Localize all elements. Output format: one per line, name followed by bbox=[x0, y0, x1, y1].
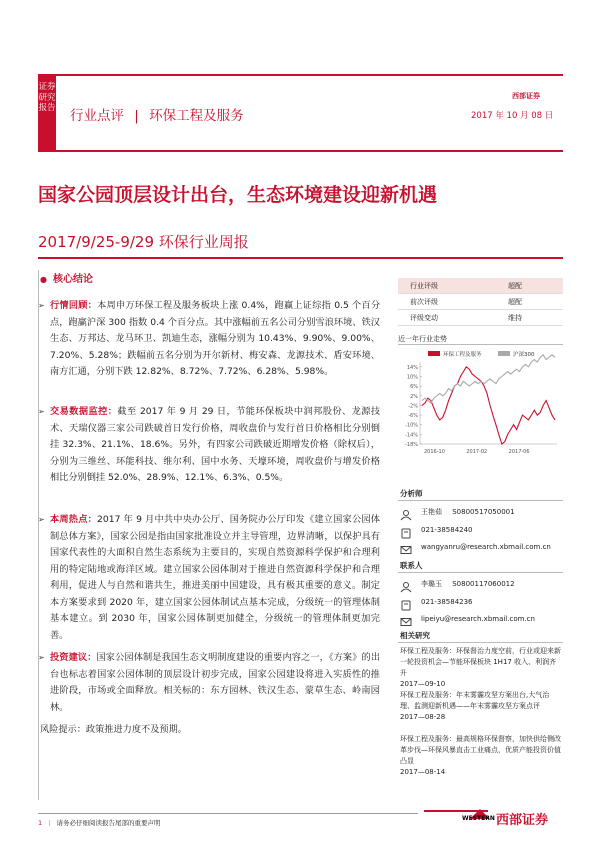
y-tick-label: 6% bbox=[410, 384, 418, 391]
footer-disclaimer: 请务必仔细阅读报告尾部的重要声明 bbox=[56, 819, 161, 827]
contact-heading-rule bbox=[398, 572, 563, 573]
bullet-tag: 行情回顾： bbox=[50, 300, 98, 311]
report-category bbox=[70, 104, 244, 124]
related-item[interactable] bbox=[400, 690, 563, 723]
analyst-email[interactable]: wangyanru@research.xbmail.com.cn bbox=[421, 543, 551, 551]
rating-label: 评级变动 bbox=[410, 314, 438, 322]
chart-section-title: 近一年行业走势 bbox=[398, 335, 447, 343]
related-item-text: 环保工程及服务：环保督治力度空前，行业或迎来新一轮投资机会—节能环保板块 1H17 收入、利润齐升 bbox=[400, 647, 561, 677]
y-tick-label: 10% bbox=[406, 374, 418, 381]
analyst-phone: 021-38584240 bbox=[421, 526, 473, 534]
bullet-tag: 交易数据监控： bbox=[50, 406, 118, 417]
report-date: 2017 年 10 月 08 日 bbox=[471, 111, 554, 121]
report-type-vertical-label: 证券研究报告 bbox=[38, 74, 56, 152]
contact-name: 李璐玉 bbox=[421, 580, 442, 588]
category-separator: | bbox=[134, 108, 139, 124]
legend-label-index: 沪深300 bbox=[513, 352, 535, 358]
bullet-text: 国家公园体制是我国生态文明制度建设的重要内容之一，《方案》的出台也标志着国家公园体制的顶层设计初步完成，国家公园建设将进入实质性的推进阶段，市场或全面释放。相关标的：东方园林、铁汉生态、蒙草生态、岭南园林。 bbox=[50, 652, 381, 713]
company-logo-cn: 西部证券 bbox=[496, 813, 549, 828]
bullet-trading-data bbox=[38, 404, 381, 487]
rating-label: 前次评级 bbox=[410, 298, 438, 306]
left-column-rule bbox=[38, 270, 39, 800]
industry-label: 环保工程及服务 bbox=[149, 108, 244, 124]
series-line-industry bbox=[422, 367, 555, 444]
related-item[interactable] bbox=[400, 646, 563, 690]
related-item-text: 环保工程及服务：年末雾霾攻坚方案出台,大气治理、监测迎新机遇——年末雾霾攻坚方案点评 bbox=[400, 691, 550, 710]
page-number: 1 bbox=[38, 819, 43, 827]
related-item-date: 2017—08-14 bbox=[400, 768, 446, 776]
analyst-heading-rule bbox=[398, 500, 563, 501]
brand-name-small: 西部证券 bbox=[512, 92, 540, 100]
contact-phone: 021-38584236 bbox=[421, 598, 473, 606]
rating-value: 超配 bbox=[508, 298, 522, 306]
series-line-index bbox=[422, 355, 555, 403]
arrow-bullet-icon: ➢ bbox=[38, 515, 45, 524]
analyst-name: 王艳茹 bbox=[421, 508, 442, 516]
rating-label: 行业评级 bbox=[410, 282, 438, 290]
legend-swatch-index bbox=[498, 351, 510, 356]
contact-line bbox=[421, 579, 515, 590]
bullet-text: 2017 年 9 月中共中央办公厅、国务院办公厅印发《建立国家公园体制总体方案》，国家公园是指由国家批准设立并主导管理，边界清晰，以保护具有国家代表性的大面积自然生态系统为主要目的，实现自然资源科学保护和合理利用的特定陆地或海洋区域。建立国家公园体制对于推进自然资源科学保护和合理利用，促进人与自然和谐共生，推进美丽中国建设，具有极其重要的意义。制定本方案要求到 2020 年，建立国家公园体制试点基本完成，分级统一的管理体制基本建立。到 2030 年，国家公园体制更加健全，分级统一的管理体制更加完善。 bbox=[50, 514, 380, 641]
y-tick-label: -2% bbox=[408, 403, 418, 410]
key-conclusion-heading bbox=[40, 270, 93, 285]
footer-separator: | bbox=[48, 819, 51, 827]
contact-email[interactable]: lipeiyu@research.xbmail.com.cn bbox=[421, 615, 535, 623]
report-subtitle: 2017/9/25-9/29 环保行业周报 bbox=[38, 233, 249, 251]
footer-text bbox=[38, 818, 161, 827]
rating-row bbox=[398, 310, 563, 326]
x-tick-label: 2017-02 bbox=[466, 449, 488, 455]
y-tick-label: -10% bbox=[405, 422, 418, 429]
rating-row bbox=[398, 294, 563, 310]
rating-value: 超配 bbox=[508, 282, 522, 290]
y-tick-label: 14% bbox=[406, 364, 418, 371]
footer-rule bbox=[38, 813, 418, 814]
bullet-dot-icon: ● bbox=[40, 275, 47, 284]
x-tick-label: 2016-10 bbox=[424, 449, 445, 455]
company-logo-en: WESTERN bbox=[462, 815, 495, 822]
bullet-market-review bbox=[38, 298, 381, 381]
bullet-text: 截至 2017 年 9 月 29 日，节能环保板块中润邦股份、龙源技术、天瑞仪器三家公司跌破首日发行价格，周收盘价与发行首日价格相比分别倒挂 32.3%、21.1%、18.6%。另外，有四家公司跌破近期增发价格（除权后），分别为三维丝、环能科技、维尔利、国中水务、天壕环境，周收盘价与增发价格相比分别倒挂 52.0%、28.9%、12.1%、6.3%、0.5%。 bbox=[50, 406, 381, 483]
bullet-text: 本周申万环保工程及服务板块上涨 0.4%，跑赢上证综指 0.5 个百分点，跑赢沪深 300 指数 0.4 个百分点。其中涨幅前五名公司分别雪浪环境、铁汉生态、万邦达、龙马环卫、凯迪生态，涨幅分别为 10.43%、9.90%、9.00%、7.20%、5.28%；跌幅前五名分别为开尔新材、梅安森、龙源技术、盾安环境、南方汇通，分别下跌 12.82%、8.72%、7.72%、6.28%、5.98%。 bbox=[50, 300, 381, 377]
person-icon bbox=[400, 578, 412, 597]
analyst-line bbox=[421, 507, 515, 518]
related-item-date: 2017—08-28 bbox=[400, 713, 446, 721]
chart-title-rule bbox=[398, 344, 563, 345]
y-tick-label: -14% bbox=[405, 432, 418, 439]
related-item-date: 2017—09-10 bbox=[400, 680, 446, 688]
related-research-heading: 相关研究 bbox=[400, 631, 430, 640]
bullet-weekly-hotspot bbox=[38, 512, 380, 644]
bullet-tag: 本周热点： bbox=[50, 514, 98, 525]
x-tick-label: 2017-06 bbox=[508, 449, 530, 455]
arrow-bullet-icon: ➢ bbox=[38, 653, 45, 662]
related-research-rule bbox=[398, 642, 563, 643]
y-tick-label: -6% bbox=[408, 413, 418, 420]
bullet-investment-advice bbox=[38, 650, 381, 716]
report-title: 国家公园顶层设计出台，生态环境建设迎新机遇 bbox=[38, 184, 438, 206]
arrow-bullet-icon: ➢ bbox=[38, 301, 45, 310]
rating-table bbox=[398, 278, 563, 326]
title-divider bbox=[38, 257, 563, 259]
legend-swatch-industry bbox=[428, 351, 440, 356]
legend-label-industry: 环保工程及服务 bbox=[443, 352, 482, 358]
rating-value: 维持 bbox=[508, 314, 522, 322]
y-tick-label: -18% bbox=[405, 442, 418, 448]
person-icon bbox=[400, 506, 412, 525]
email-icon bbox=[400, 541, 412, 560]
category-label: 行业点评 bbox=[70, 108, 124, 124]
contact-heading: 联系人 bbox=[400, 561, 423, 570]
related-item[interactable] bbox=[400, 734, 563, 778]
bullet-tag: 投资建议： bbox=[50, 652, 97, 663]
y-tick-label: 2% bbox=[410, 393, 418, 400]
analyst-heading: 分析师 bbox=[400, 489, 423, 498]
arrow-bullet-icon: ➢ bbox=[38, 407, 45, 416]
risk-warning: 风险提示：政策推进力度不及预期。 bbox=[40, 724, 187, 735]
key-conclusion-heading-text: 核心结论 bbox=[52, 274, 93, 285]
related-item-text: 环保工程及服务：最高规格环保督察，加快供给侧改革步伐—环保风暴直击工业痛点，优质产能投资价值凸显 bbox=[400, 735, 561, 765]
contact-cert: S0800117060012 bbox=[452, 580, 515, 588]
industry-trend-chart bbox=[398, 348, 563, 458]
rating-row bbox=[398, 278, 563, 294]
analyst-cert: S0800517050001 bbox=[452, 508, 515, 516]
